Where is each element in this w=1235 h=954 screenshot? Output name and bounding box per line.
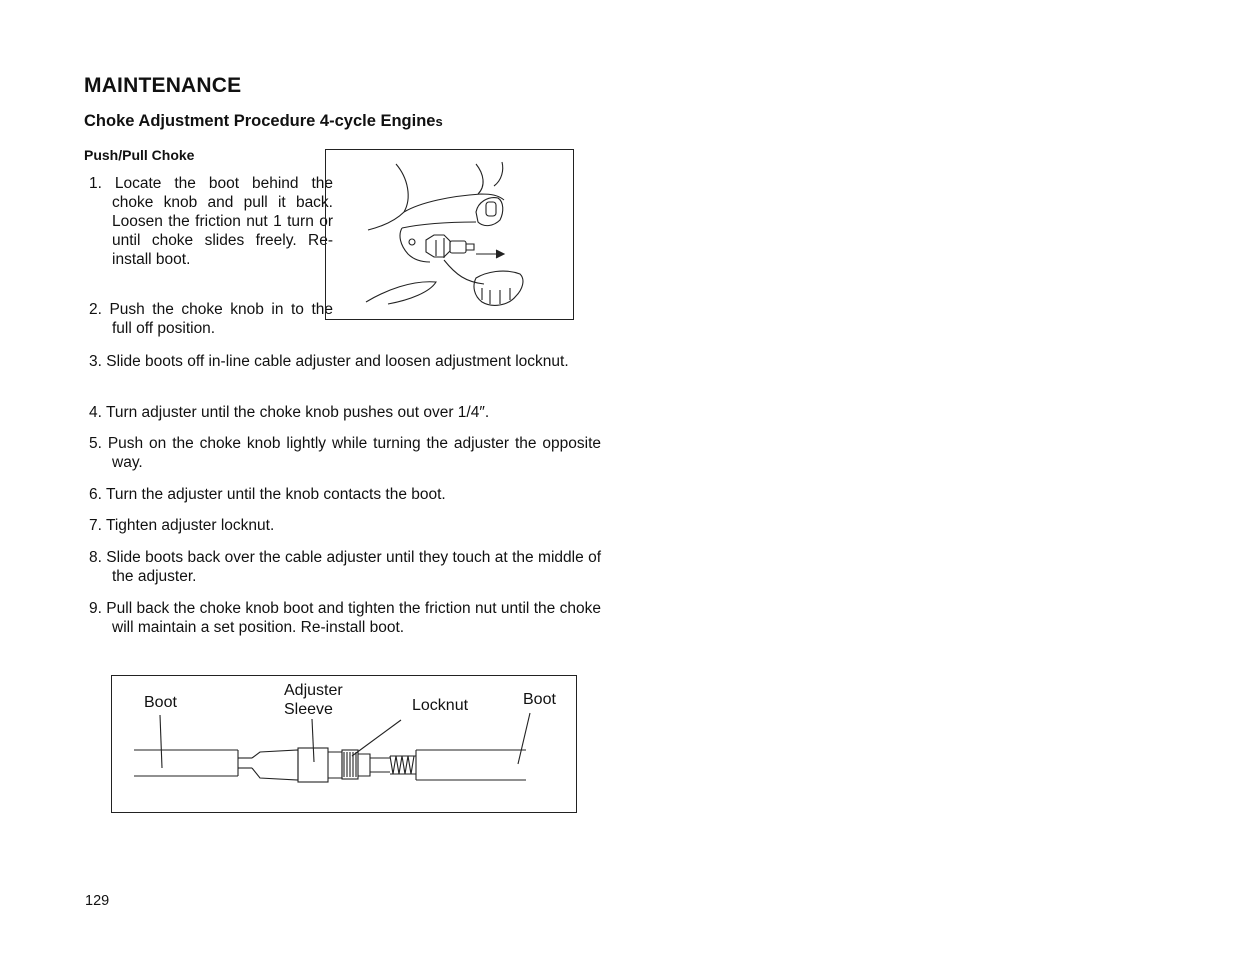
step-4: 4. Turn adjuster until the choke knob pushes out over 1/4″.: [89, 404, 490, 421]
section-heading: [84, 112, 443, 131]
page-number: 129: [85, 893, 110, 909]
step-7: 7. Tighten adjuster locknut.: [89, 517, 275, 534]
adjuster-sleeve-label-line2: Sleeve: [284, 701, 333, 718]
step-2: 2. Push the choke knob in to the full off position.: [89, 301, 333, 337]
subsection-heading: Push/Pull Choke: [84, 147, 195, 163]
cable-adjuster-drawing: [112, 676, 576, 812]
adjuster-sleeve-label-line1: Adjuster: [284, 682, 343, 699]
boot-left-label: Boot: [144, 694, 177, 711]
locknut-label: Locknut: [412, 697, 469, 714]
step-1: 1. Locate the boot behind the choke knob and pull it back. Loosen the friction nut 1 turn or until choke slides freely. Re-install boot.: [89, 175, 333, 268]
step-9: 9. Pull back the choke knob boot and tighten the friction nut until the choke will maintain a set position. Re-install boot.: [89, 600, 601, 636]
page-title: MAINTENANCE: [84, 74, 242, 97]
step-5: 5. Push on the choke knob lightly while turning the adjuster the opposite way.: [89, 435, 601, 471]
choke-knob-illustration: [325, 149, 574, 320]
choke-knob-drawing: [326, 150, 573, 319]
boot-right-label: Boot: [523, 691, 556, 708]
section-heading-main: Choke Adjustment Procedure 4-cycle Engine: [84, 112, 436, 130]
cable-adjuster-illustration: [111, 675, 577, 813]
section-heading-tail: s: [435, 114, 443, 129]
step-3: 3. Slide boots off in-line cable adjuster and loosen adjustment locknut.: [89, 353, 569, 370]
step-6: 6. Turn the adjuster until the knob contacts the boot.: [89, 486, 446, 503]
step-8: 8. Slide boots back over the cable adjuster until they touch at the middle of the adjuster.: [89, 549, 601, 585]
